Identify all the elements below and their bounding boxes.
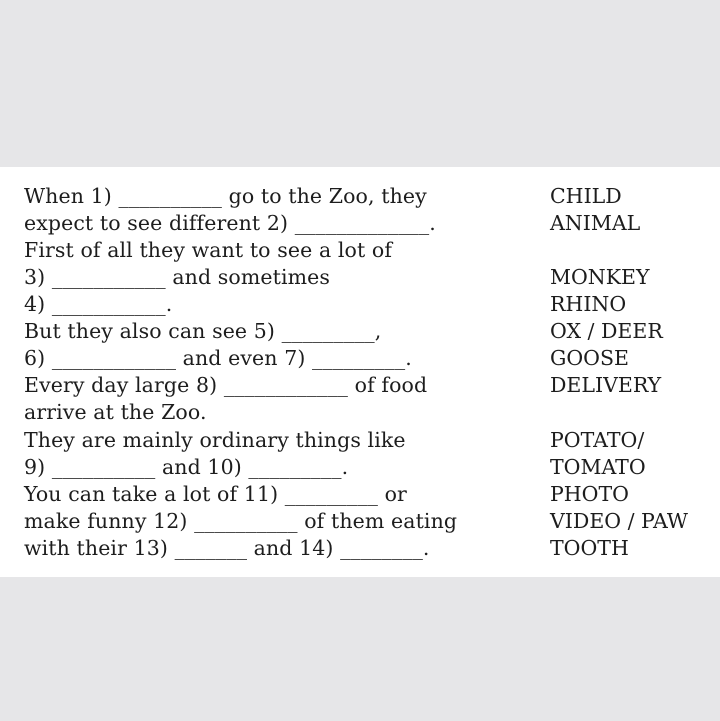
text-line-14: with their 13) _______ and 14) ________. xyxy=(24,536,430,560)
word-bank-ox-deer: OX / DEER xyxy=(550,319,663,343)
worksheet-page xyxy=(0,167,720,577)
text-line-1: When 1) __________ go to the Zoo, they xyxy=(24,184,427,208)
text-line-11: 9) __________ and 10) _________. xyxy=(24,455,349,479)
word-bank-delivery: DELIVERY xyxy=(550,373,662,397)
text-line-8: Every day large 8) ____________ of food xyxy=(24,373,428,397)
text-line-4: 3) ___________ and sometimes xyxy=(24,265,331,289)
word-bank-potato: POTATO/ xyxy=(550,428,645,452)
word-bank-animal: ANIMAL xyxy=(550,211,641,235)
text-line-7: 6) ____________ and even 7) _________. xyxy=(24,346,412,370)
text-line-12: You can take a lot of 11) _________ or xyxy=(24,482,407,506)
word-bank-tooth: TOOTH xyxy=(550,536,629,560)
word-bank-child: CHILD xyxy=(550,184,622,208)
text-line-6: But they also can see 5) _________, xyxy=(24,319,382,343)
word-bank-photo: PHOTO xyxy=(550,482,629,506)
text-line-10: They are mainly ordinary things like xyxy=(24,428,406,452)
word-bank-monkey: MONKEY xyxy=(550,265,650,289)
word-bank-goose: GOOSE xyxy=(550,346,629,370)
text-line-2: expect to see different 2) _____________. xyxy=(24,211,436,235)
text-line-5: 4) ___________. xyxy=(24,292,173,316)
text-line-3: First of all they want to see a lot of xyxy=(24,238,393,262)
text-line-9: arrive at the Zoo. xyxy=(24,400,207,424)
text-line-13: make funny 12) __________ of them eating xyxy=(24,509,458,533)
word-bank-tomato: TOMATO xyxy=(550,455,646,479)
word-bank-video-paw: VIDEO / PAW xyxy=(550,509,689,533)
word-bank-rhino: RHINO xyxy=(550,292,627,316)
